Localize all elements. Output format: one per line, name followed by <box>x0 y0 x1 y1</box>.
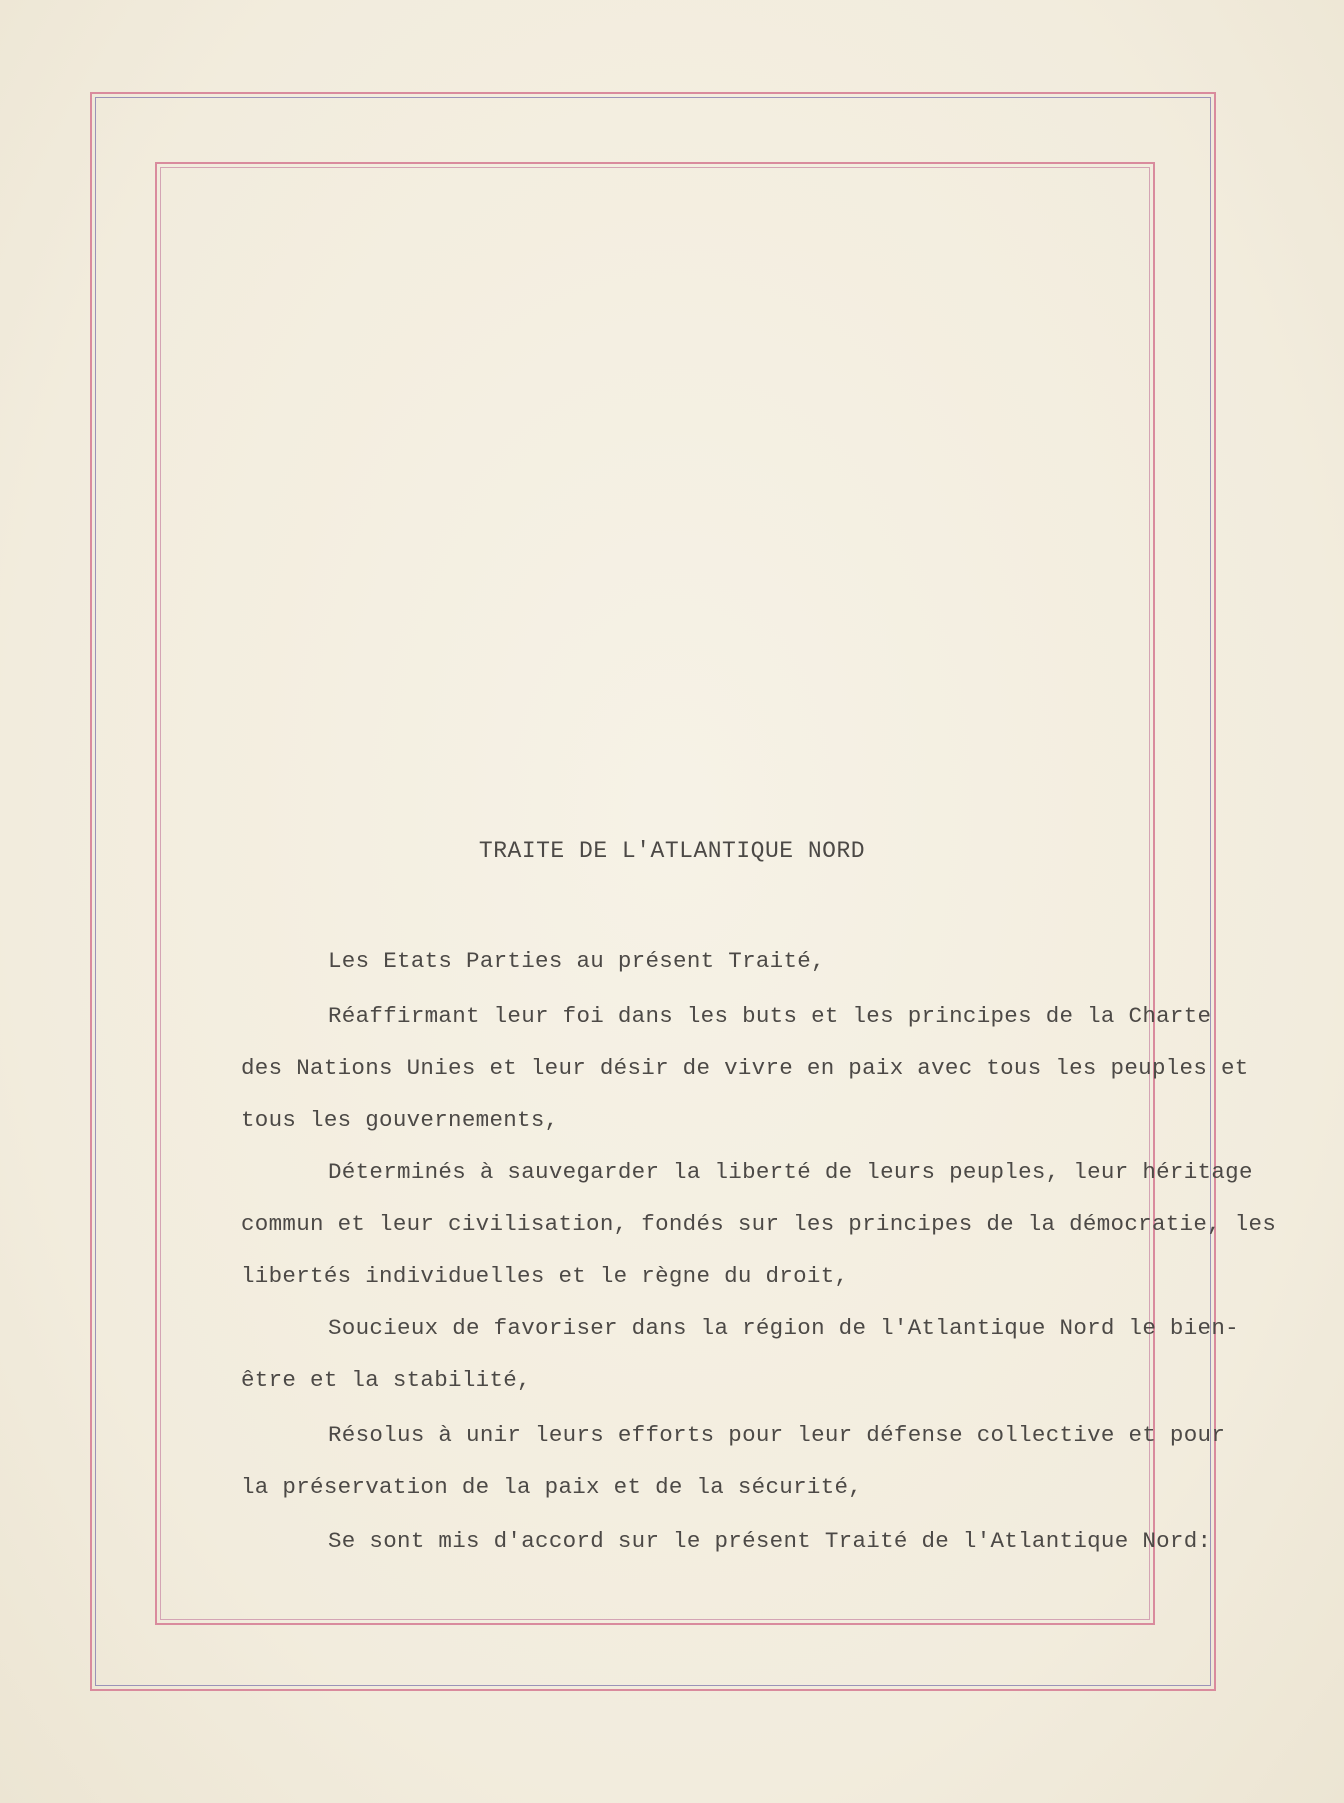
text-line: libertés individuelles et le règne du droit, <box>241 1263 849 1289</box>
text-line: la préservation de la paix et de la sécurité, <box>241 1474 863 1500</box>
text-line: Résolus à unir leurs efforts pour leur défense collective et pour <box>328 1422 1226 1448</box>
document-title: TRAITE DE L'ATLANTIQUE NORD <box>478 838 866 864</box>
text-line: Déterminés à sauvegarder la liberté de leurs peuples, leur héritage <box>328 1159 1253 1185</box>
text-line: tous les gouvernements, <box>241 1107 559 1133</box>
text-line: des Nations Unies et leur désir de vivre en paix avec tous les peuples et <box>241 1055 1249 1081</box>
text-line: Soucieux de favoriser dans la région de l'Atlantique Nord le bien- <box>328 1315 1239 1341</box>
text-line: Réaffirmant leur foi dans les buts et les principes de la Charte <box>328 1003 1212 1029</box>
text-line: commun et leur civilisation, fondés sur les principes de la démocratie, les <box>241 1211 1277 1237</box>
inner-border-frame <box>155 162 1155 1625</box>
text-line: être et la stabilité, <box>241 1367 531 1393</box>
text-line: Se sont mis d'accord sur le présent Traité de l'Atlantique Nord: <box>328 1528 1212 1554</box>
text-line: Les Etats Parties au présent Traité, <box>328 948 825 974</box>
